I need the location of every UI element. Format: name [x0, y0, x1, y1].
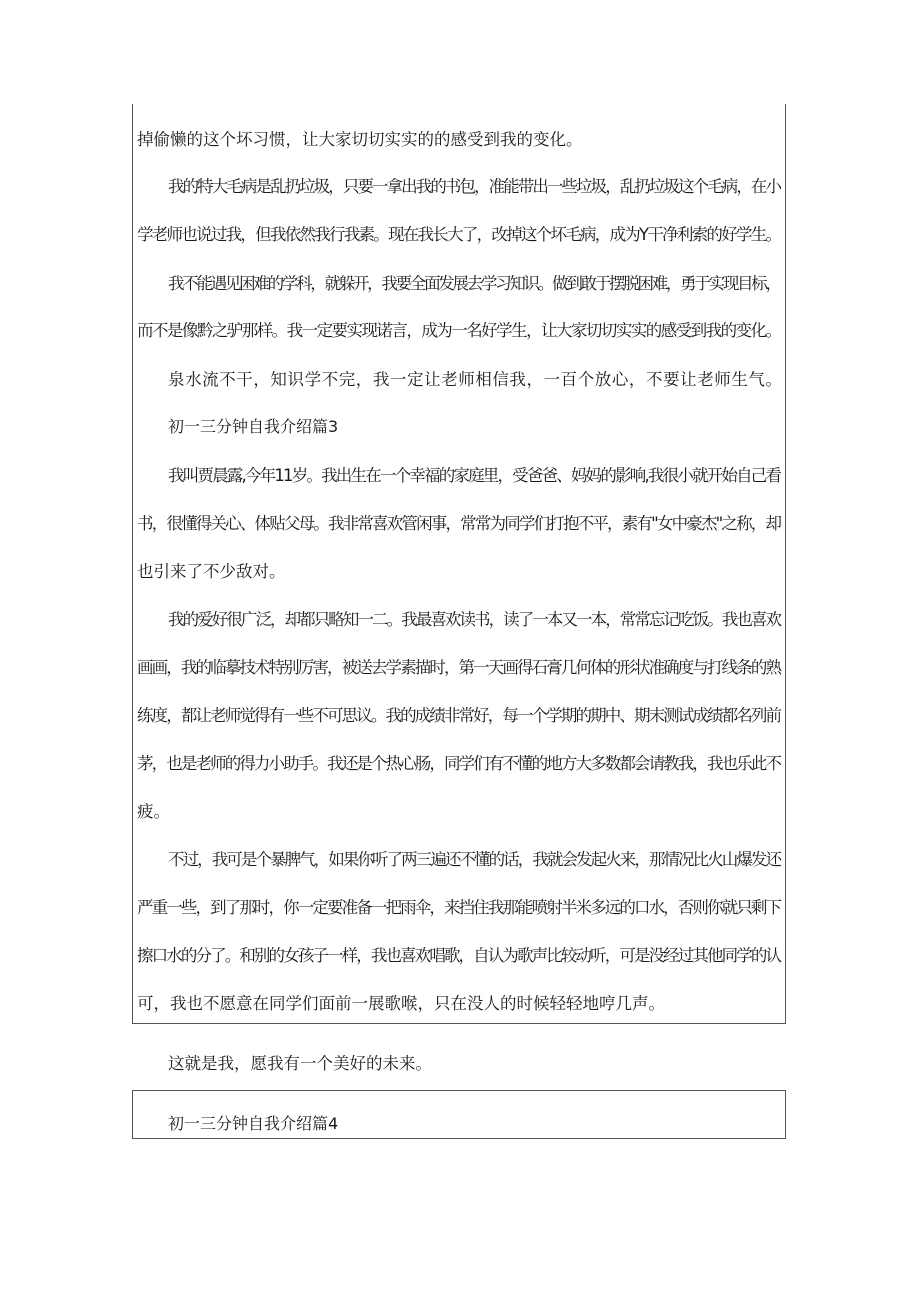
paragraph-line: 泉水流不干，知识学不完，我一定让老师相信我，一百个放心，不要让老师生气。: [168, 370, 783, 389]
section-heading: 初一三分钟自我介绍篇4: [168, 1114, 339, 1133]
paragraph-line: 严重一些，到了那时，你一定要准备一把雨伞，来挡住我那能喷射半米多远的口水，否则你就只剩下: [137, 898, 781, 917]
paragraph-line: 而不是像黔之驴那样。我一定要实现诺言，成为一名好学生，让大家切切实实的感受到我的变化。: [137, 321, 781, 340]
paragraph-line: 疲。: [137, 802, 170, 821]
paragraph-line: 我叫贾晨露,今年11岁。我出生在一个幸福的家庭里，受爸爸、妈妈的影响,我很小就开始自己看: [168, 466, 781, 485]
paragraph-line: 学老师也说过我，但我依然我行我素。现在我长大了，改掉这个坏毛病，成为Y干净利索的好学生。: [137, 225, 781, 244]
paragraph-line: 不过，我可是个暴脾气，如果你听了两三遍还不懂的话，我就会发起火来，那情况比火山爆发还: [168, 850, 781, 869]
section-heading: 初一三分钟自我介绍篇3: [168, 417, 339, 436]
paragraph-line: 书，很懂得关心、体贴父母。我非常喜欢管闲事，常常为同学们打抱不平，素有"女中豪杰"之称，却: [137, 514, 781, 533]
paragraph-line: 我的特大毛病是乱扔垃圾，只要一拿出我的书包，准能带出一些垃圾，乱扔垃圾这个毛病，在小: [168, 177, 781, 196]
paragraph-line: 擦口水的分了。和别的女孩子一样，我也喜欢唱歌，自认为歌声比较动听，可是没经过其他同学的认: [137, 946, 781, 965]
paragraph-line: 也引来了不少敌对。: [137, 562, 286, 581]
paragraph-line: 掉偷懒的这个坏习惯，让大家切切实实的的感受到我的变化。: [137, 130, 583, 149]
paragraph-line: 我不能遇见困难的学科，就躲开，我要全面发展去学习知识。做到敢于摆脱困难，勇于实现目标，: [168, 274, 780, 293]
paragraph-line: 茅，也是老师的得力小助手。我还是个热心肠，同学们有不懂的地方大多数都会请教我，我也乐此不: [137, 754, 781, 773]
paragraph-line: 我的爱好很广泛，却都只略知一二。我最喜欢读书，读了一本又一本，常常忘记吃饭。我也喜欢: [168, 610, 781, 629]
paragraph-line: 练度，都让老师觉得有一些不可思议。我的成绩非常好，每一个学期的期中、期末测试成绩都名列前: [137, 706, 781, 725]
paragraph-line: 可，我也不愿意在同学们面前一展歌喉，只在没人的时候轻轻地哼几声。: [137, 994, 665, 1013]
paragraph-line: 这就是我，愿我有一个美好的未来。: [168, 1054, 432, 1073]
paragraph-line: 画画，我的临摹技术特别厉害，被送去学素描时，第一天画得石膏几何体的形状准确度与打线条的熟: [137, 658, 781, 677]
